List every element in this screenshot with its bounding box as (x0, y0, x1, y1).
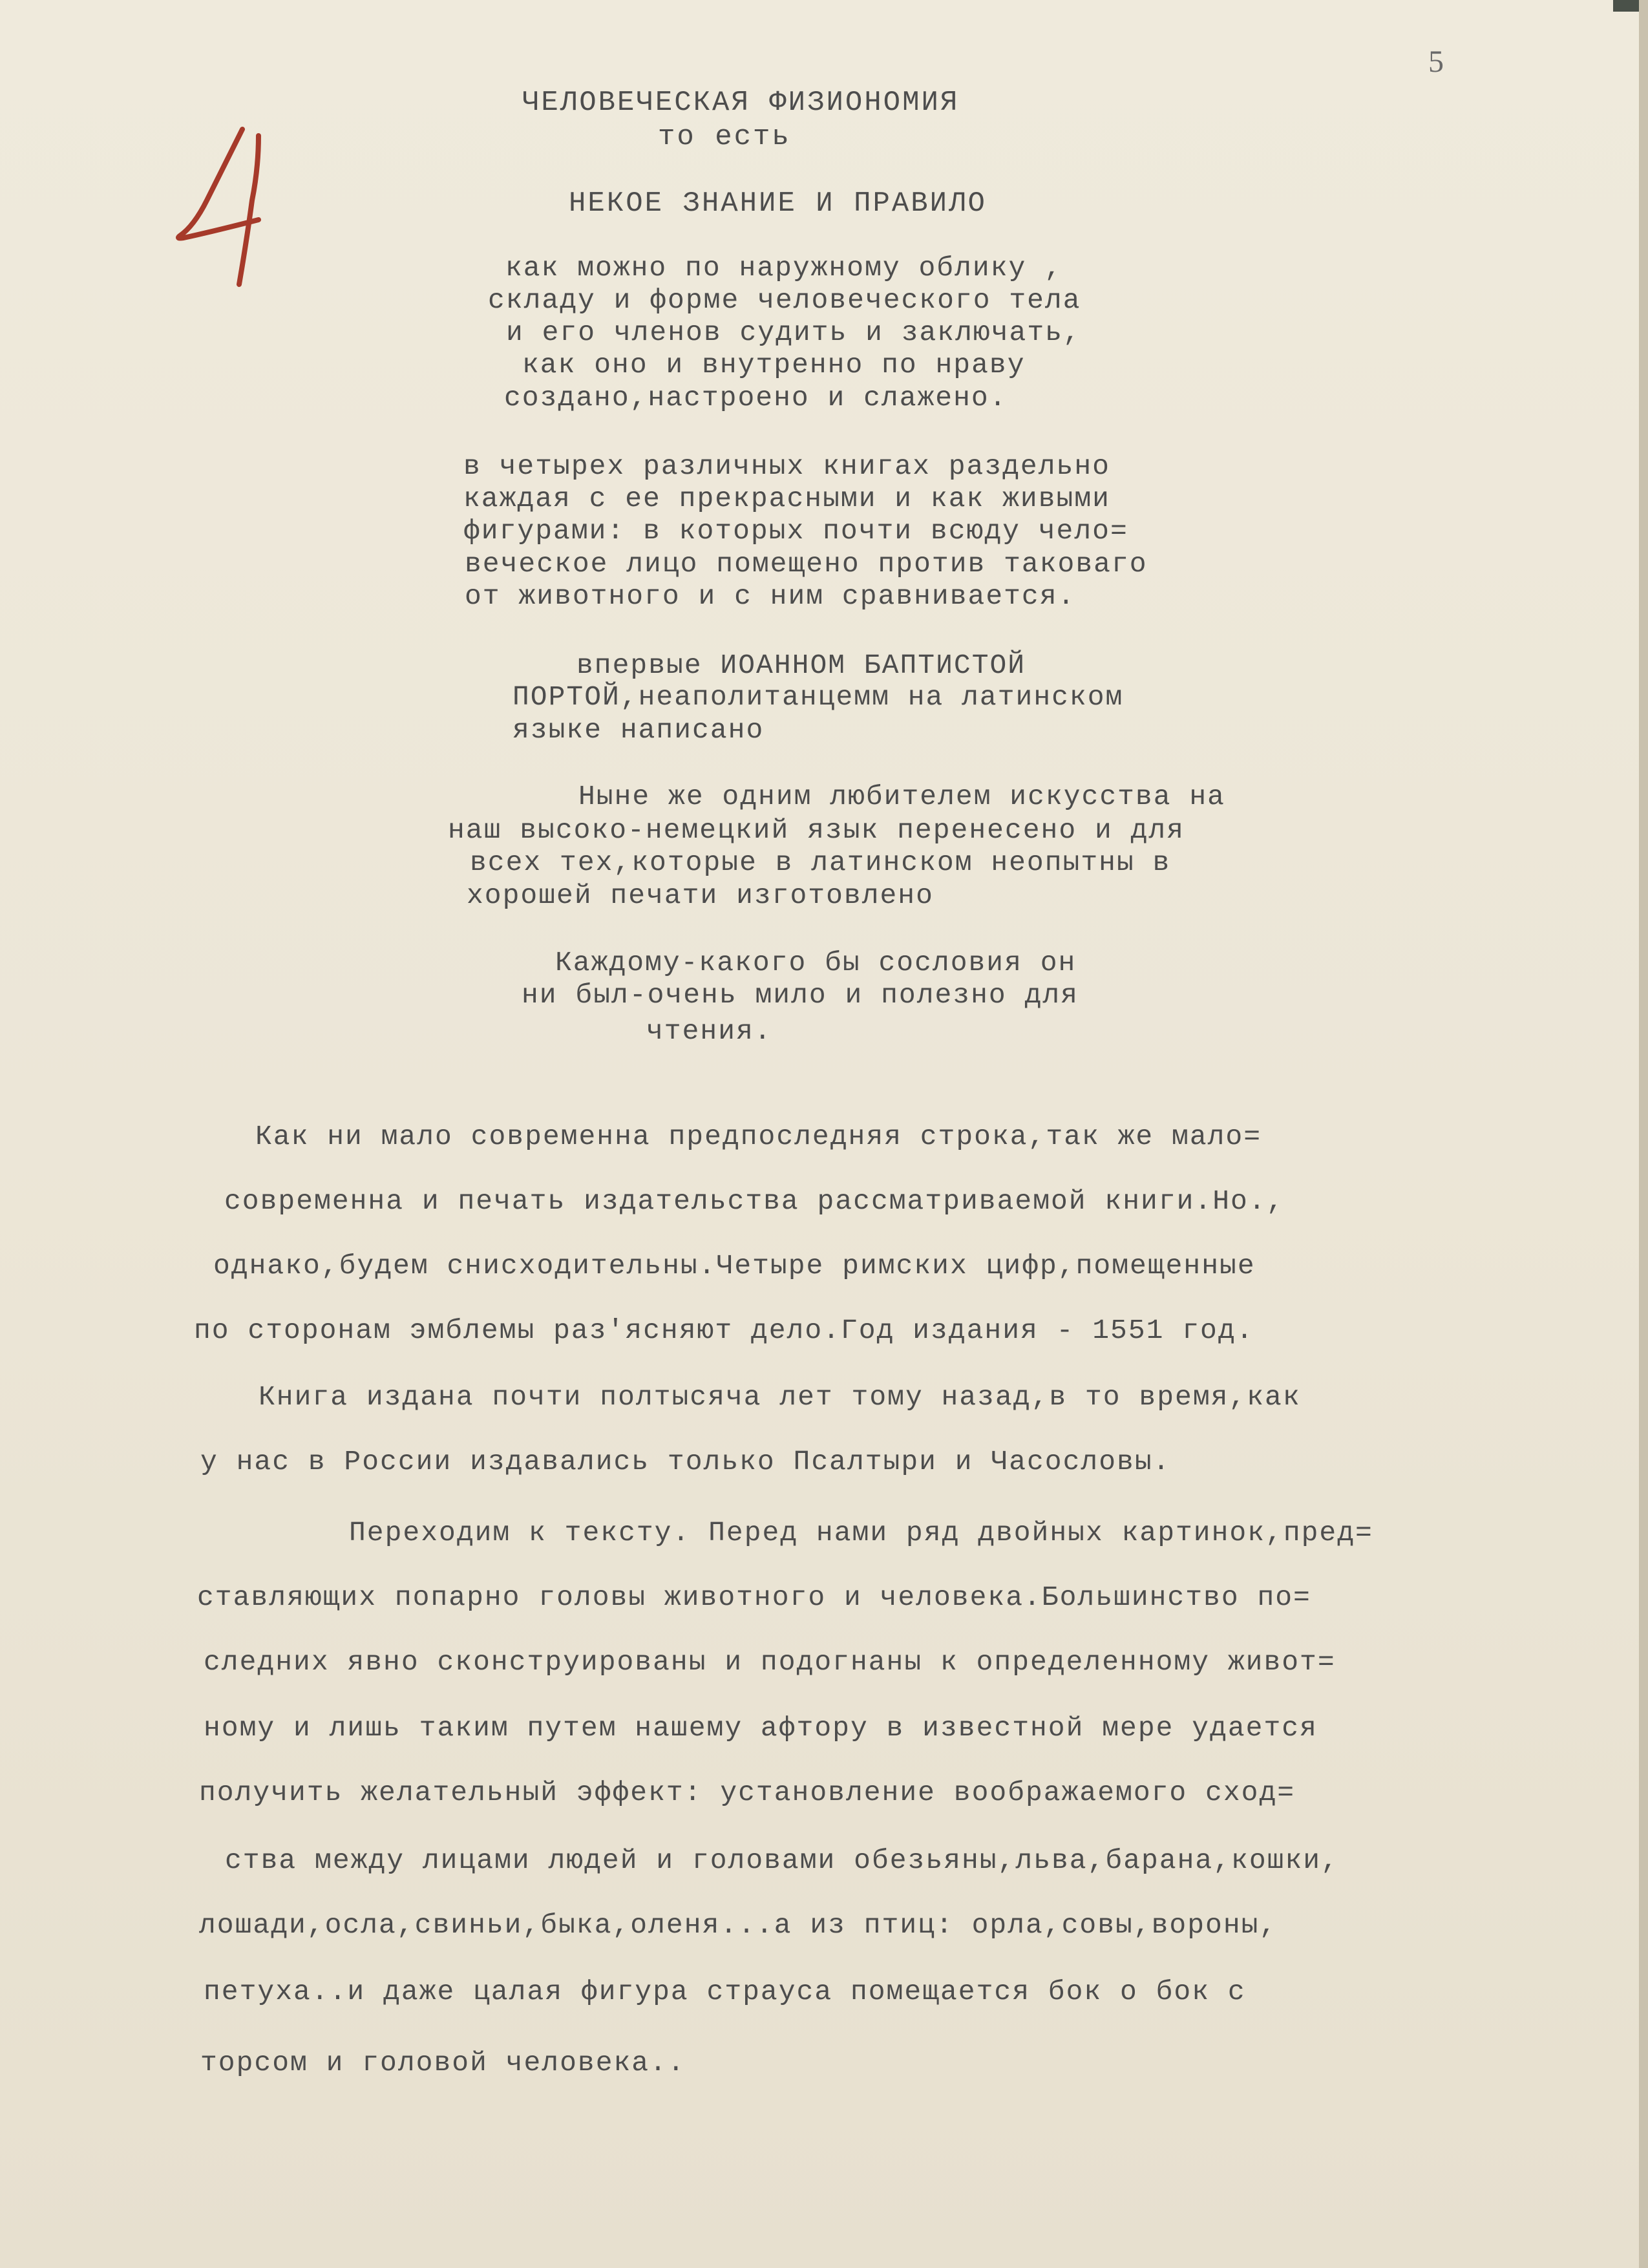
block2-line: фигурами: в которых почти всюду чело= (463, 515, 1128, 547)
body-line: лошади,осла,свиньи,быка,оленя...а из птиц: орла,совы,вороны, (199, 1909, 1278, 1941)
block2-line: от животного и с ним сравнивается. (465, 580, 1076, 612)
page-number: 5 (1428, 45, 1444, 79)
block4-line: хорошей печати изготовлено (467, 880, 934, 911)
block5-line: чтения. (646, 1015, 772, 1047)
title-line-2: то есть (658, 121, 791, 153)
body-line: ставляющих попарно головы животного и человека.Большинство по= (197, 1582, 1311, 1613)
title-line-1: ЧЕЛОВЕЧЕСКАЯ ФИЗИОНОМИЯ (522, 87, 960, 119)
block5-line: ни был-очень мило и полезно для (522, 979, 1079, 1011)
body-line: следних явно сконструированы и подогнаны к определенному живот= (204, 1646, 1336, 1678)
block1-line: и его членов судить и заключать, (506, 317, 1081, 348)
block2-line: веческое лицо помещено против таковаго (465, 548, 1148, 580)
body-line: ному и лишь таким путем нашему афтору в известной мере удается (204, 1712, 1318, 1744)
block3-line: языке написано (512, 714, 765, 746)
block4-line: всех тех,которые в латинском неопытны в (470, 847, 1171, 878)
page-corner-shadow (1613, 0, 1639, 12)
body-line: современна и печать издательства рассматриваемой книги.Но., (224, 1185, 1285, 1217)
block1-line: создано,настроено и слажено. (504, 382, 1008, 414)
block2-line: в четырех различных книгах раздельно (463, 450, 1110, 482)
block2-line: каждая с ее прекрасными и как живыми (463, 483, 1110, 514)
body-line: Переходим к тексту. Перед нами ряд двойных картинок,пред= (349, 1517, 1373, 1549)
block3-line: впервые ИОАННОМ БАПТИСТОЙ (576, 650, 1026, 681)
block4-line: наш высоко-немецкий язык перенесено и для (448, 814, 1185, 846)
title-line-3: НЕКОЕ ЗНАНИЕ И ПРАВИЛО (569, 187, 987, 220)
body-line: по сторонам эмблемы раз'ясняют дело.Год издания - 1551 год. (194, 1315, 1254, 1346)
handwritten-number-4 (162, 123, 278, 291)
block1-line: складу и форме человеческого тела (488, 284, 1081, 316)
page-edge (1639, 0, 1648, 2268)
body-line: получить желательный эффект: установление воображаемого сход= (199, 1777, 1296, 1808)
body-line: однако,будем снисходительны.Четыре римских цифр,помещенные (213, 1250, 1256, 1282)
body-line: петуха..и даже цалая фигура страуса помещается бок о бок с (204, 1976, 1246, 2008)
body-line: ства между лицами людей и головами обезьяны,льва,барана,кошки, (225, 1845, 1339, 1876)
body-line: у нас в России издавались только Псалтыри и Часословы. (200, 1446, 1171, 1478)
block1-line: как оно и внутренно по нраву (522, 349, 1026, 381)
body-line: Как ни мало современна предпоследняя строка,так же мало= (255, 1121, 1262, 1152)
block1-line: как можно по наружному облику , (505, 252, 1062, 284)
block3-line: ПОРТОЙ,неаполитанцемм на латинском (512, 681, 1124, 713)
body-line: Книга издана почти полтысяча лет тому назад,в то время,как (259, 1381, 1301, 1413)
block5-line: Каждому-какого бы сословия он (555, 947, 1077, 979)
block4-line: Ныне же одним любителем искусства на (578, 781, 1225, 812)
body-line: торсом и головой человека.. (200, 2047, 686, 2079)
